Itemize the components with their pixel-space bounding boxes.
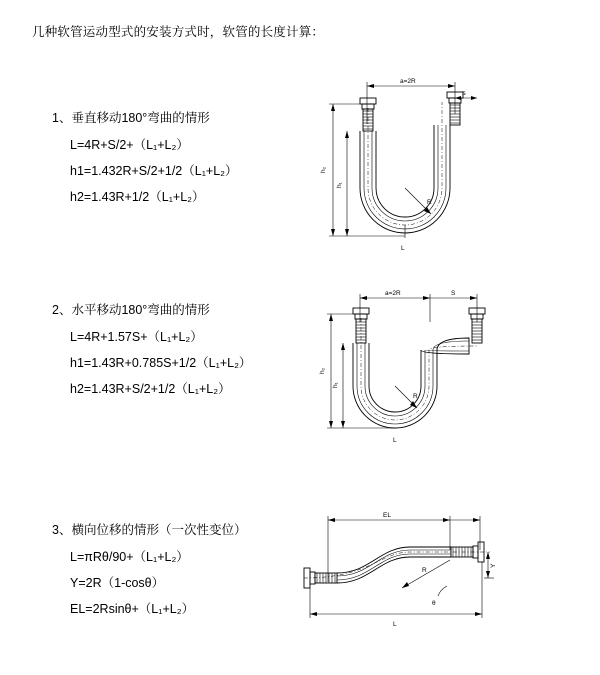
section-1-title: 1、垂直移动180°弯曲的情形 <box>52 111 210 125</box>
section-2-formula-2: h1=1.43R+0.785S+1/2（L₁+L₂） <box>70 356 252 370</box>
section-2-formula-1: L=4R+1.57S+（L₁+L₂） <box>70 330 203 344</box>
svg-text:R: R <box>422 567 427 574</box>
svg-text:a=2R: a=2R <box>400 78 416 85</box>
svg-text:S: S <box>462 91 466 97</box>
section-3-title: 3、横向位移的情形（一次性变位） <box>52 523 247 537</box>
svg-text:h₁: h₁ <box>336 182 343 188</box>
svg-text:Y: Y <box>490 563 497 568</box>
svg-text:S: S <box>451 290 456 297</box>
svg-text:θ: θ <box>432 600 436 607</box>
svg-text:h₁: h₁ <box>332 382 339 388</box>
svg-text:L: L <box>393 437 397 444</box>
lateral-offset-diagram <box>290 502 500 642</box>
vertical-180-bend-diagram <box>305 68 505 288</box>
formula-block-3 <box>52 520 312 625</box>
section-1-formula-3: h2=1.43R+1/2（L₁+L₂） <box>70 190 205 204</box>
formula-block-2 <box>52 300 312 405</box>
svg-text:EL: EL <box>383 512 391 519</box>
horizontal-180-bend-diagram <box>305 278 505 478</box>
svg-text:h₂: h₂ <box>319 367 326 374</box>
formula-block-1 <box>52 108 312 213</box>
section-2-title: 2、水平移动180°弯曲的情形 <box>52 303 210 317</box>
section-3-formula-2: Y=2R（1-cosθ） <box>70 576 165 590</box>
svg-text:R: R <box>427 199 432 206</box>
svg-text:L: L <box>393 621 397 628</box>
section-1-formula-1: L=4R+S/2+（L₁+L₂） <box>70 138 189 152</box>
section-1-formula-2: h1=1.432R+S/2+1/2（L₁+L₂） <box>70 164 238 178</box>
svg-text:a=2R: a=2R <box>385 290 401 297</box>
svg-text:R: R <box>413 393 418 400</box>
section-2-formula-3: h2=1.43R+S/2+1/2（L₁+L₂） <box>70 382 231 396</box>
svg-text:h₂: h₂ <box>320 166 327 173</box>
section-3-formula-3: EL=2Rsinθ+（L₁+L₂） <box>70 602 195 616</box>
section-3-formula-1: L=πRθ/90+（L₁+L₂） <box>70 550 189 564</box>
svg-text:L: L <box>401 245 405 252</box>
page-title: 几种软管运动型式的安装方式时，软管的长度计算： <box>32 25 325 39</box>
